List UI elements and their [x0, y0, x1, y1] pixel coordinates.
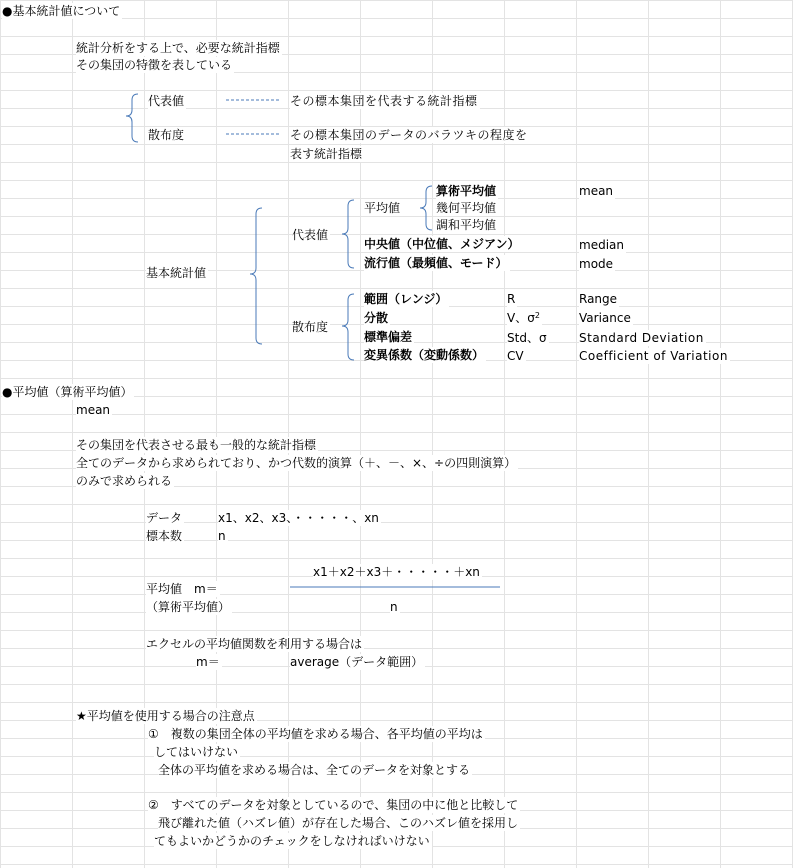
- tree-arith: 算術平均値: [436, 184, 497, 198]
- note1-line3: 全体の平均値を求める場合は、全てのデータを対象とする: [158, 763, 471, 777]
- section2-sub: mean: [76, 403, 111, 417]
- excel-intro: エクセルの平均値関数を利用する場合は: [146, 637, 363, 651]
- section2-title: ●平均値（算術平均値）: [2, 385, 133, 399]
- tree-var: 分散: [364, 311, 389, 325]
- tree-sd-en: Standard Deviation: [579, 331, 704, 345]
- note2-line3: てもよいかどうかのチェックをしなければいけない: [154, 834, 430, 848]
- note2-line1: ② すべてのデータを対象としているので、集団の中に他と比較して: [148, 798, 519, 812]
- section1-intro2: その集団の特徴を表している: [76, 58, 233, 72]
- overview-rep-desc: その標本集団を代表する統計指標: [290, 94, 478, 108]
- overview-disp-desc2: 表す統計指標: [290, 147, 363, 161]
- tree-range-sym: R: [507, 292, 516, 306]
- tree-var-en: Variance: [579, 311, 631, 325]
- note1-line2: してはいけない: [154, 745, 239, 759]
- tree-median-en: median: [579, 238, 624, 252]
- tree-cv: 変異係数（変動係数）: [364, 348, 485, 362]
- mean-brace: [420, 186, 432, 230]
- tree-var-sup: 2: [534, 311, 540, 320]
- rep-brace: [342, 200, 354, 268]
- disp-brace: [342, 294, 354, 360]
- tree-range: 範囲（レンジ）: [364, 292, 448, 306]
- notes-title: ★平均値を使用する場合の注意点: [76, 709, 255, 723]
- tree-rep: 代表値: [292, 228, 329, 242]
- tree-geo: 幾何平均値: [436, 201, 497, 215]
- tree-var-sym-text: V、σ: [507, 311, 535, 325]
- tree-median: 中央値（中位値、メジアン）: [364, 237, 520, 251]
- tree-arith-en: mean: [579, 184, 614, 198]
- overview-disp-label: 散布度: [148, 128, 185, 142]
- tree-mean-group: 平均値: [364, 201, 401, 215]
- tree-mode-en: mode: [579, 257, 614, 271]
- data-label: データ: [146, 511, 183, 525]
- tree-disp: 散布度: [292, 320, 329, 334]
- note1-line1: ① 複数の集団全体の平均値を求める場合、各平均値の平均は: [148, 727, 483, 741]
- section2-desc3: のみで求められる: [76, 474, 173, 488]
- root-brace: [250, 208, 262, 344]
- tree-sd: 標準偏差: [364, 330, 413, 344]
- excel-fn: average（データ範囲）: [290, 655, 424, 669]
- n-value: n: [218, 529, 226, 543]
- section1-intro1: 統計分析をする上で、必要な統計指標: [76, 41, 280, 55]
- overview-brace: [126, 94, 138, 142]
- excel-m: m＝: [196, 655, 220, 669]
- mean-paren: （算術平均値）: [146, 600, 231, 614]
- section1-title: ●基本統計値について: [2, 4, 121, 18]
- formula-numerator: x1＋x2＋x3＋・・・・・＋xn: [313, 565, 480, 579]
- tree-sd-sym: Std、σ: [507, 331, 547, 345]
- section2-desc2: 全てのデータから求められており、かつ代数的演算（＋、－、×、÷の四則演算）: [76, 456, 517, 470]
- mean-label: 平均値 m＝: [146, 582, 218, 596]
- section2-desc1: その集団を代表させる最も一般的な統計指標: [76, 438, 317, 452]
- tree-mode: 流行値（最頻値、モード）: [364, 256, 508, 270]
- tree-harm: 調和平均値: [436, 218, 497, 232]
- note2-line2: 飛び離れた値（ハズレ値）が存在した場合、このハズレ値を採用し: [158, 816, 519, 830]
- overview-rep-label: 代表値: [148, 94, 185, 108]
- tree-range-en: Range: [579, 292, 618, 306]
- tree-cv-en: Coefficient of Variation: [579, 349, 728, 363]
- formula-denominator: n: [390, 600, 398, 614]
- tree-var-sym: [507, 310, 542, 326]
- n-label: 標本数: [146, 529, 183, 543]
- tree-cv-sym: CV: [507, 349, 524, 363]
- overview-disp-desc1: その標本集団のデータのバラツキの程度を: [290, 128, 528, 142]
- tree-root: 基本統計値: [146, 266, 207, 280]
- data-value: x1、x2、x3、・・・・・、xn: [218, 511, 379, 525]
